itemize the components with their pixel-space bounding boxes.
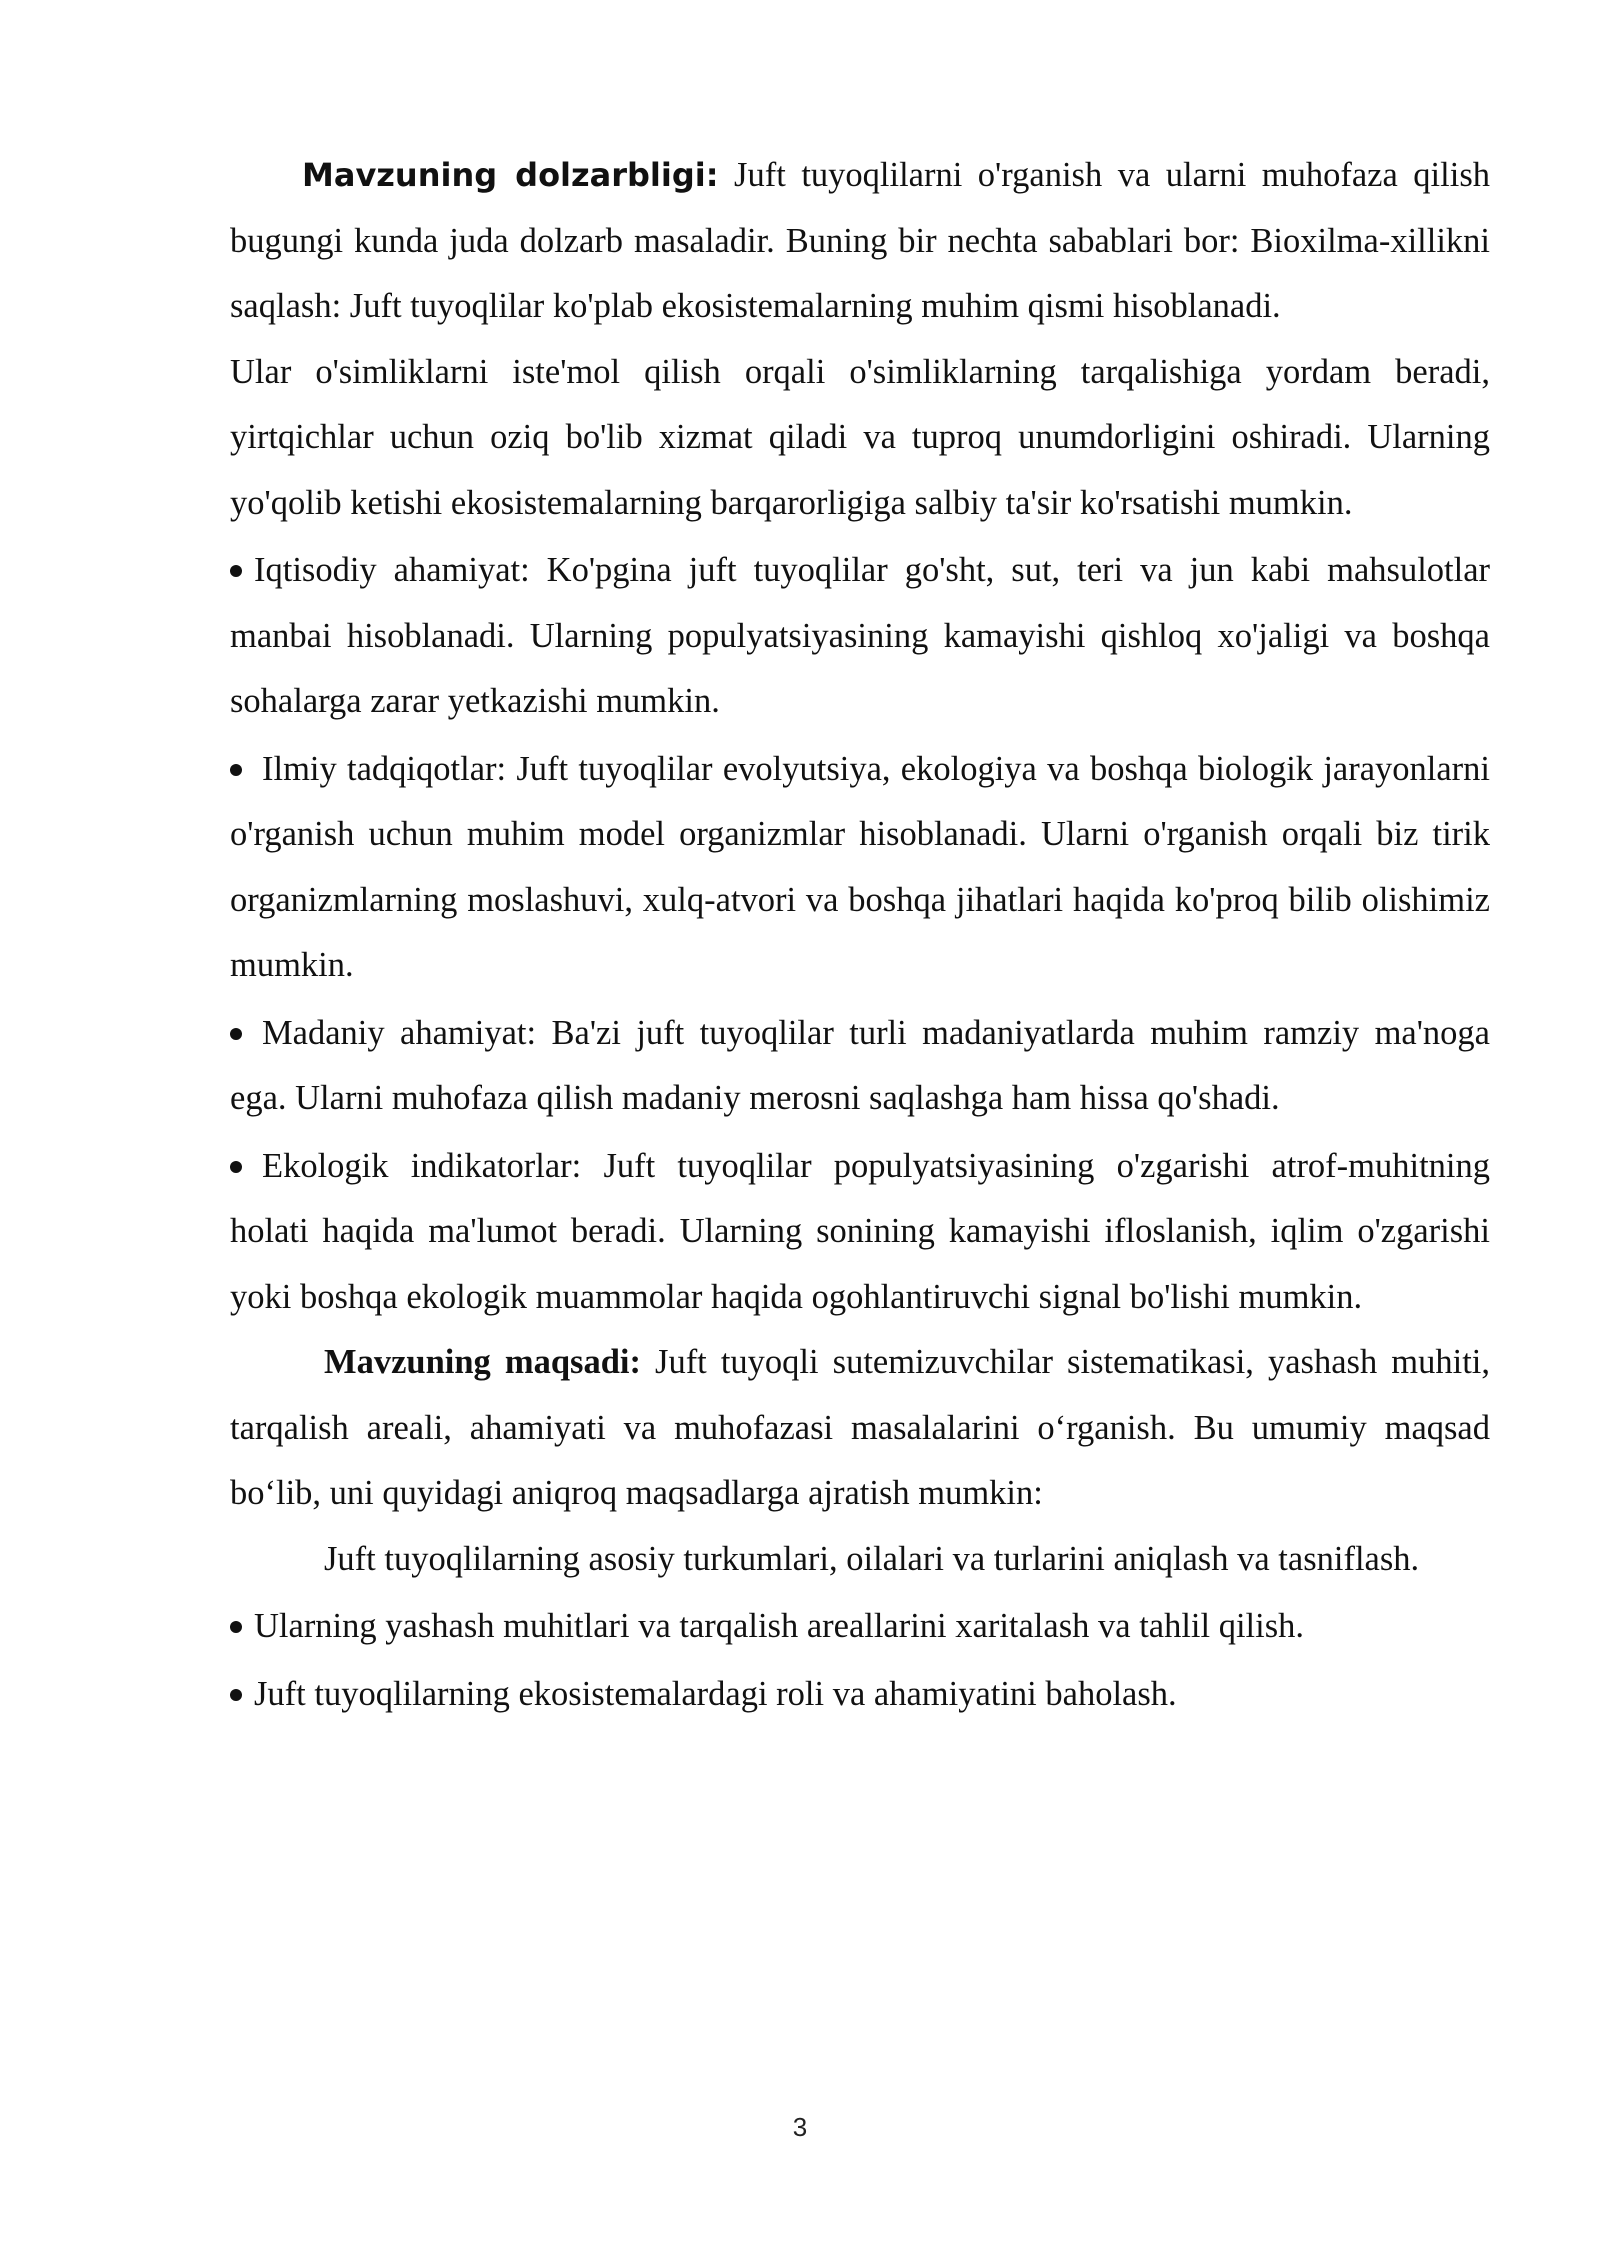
relevance-intro-text: Juft tuyoqlilarni o'rganish va ularni muhofaza qilish bugungi kunda juda dolzarb masaladir. Buning bir nechta sabablari bor: Bioxilma-xillikni saqlash: Juft tuyoqlilar ko'plab ekosistemalarning muhim qismi hisoblanadi. [230, 156, 1490, 325]
bullet-item-ecological [230, 1134, 1490, 1331]
relevance-heading: Mavzuning dolzarbligi: [302, 156, 719, 194]
bullet-item-text: Iqtisodiy ahamiyat: Ko'pgina juft tuyoqlilar go'sht, sut, teri va jun kabi mahsulotlar manbai hisoblanadi. Ularning populyatsiyasining kamayishi qishloq xo'jaligi va boshqa sohalarga zarar yetkazishi mumkin. [230, 551, 1490, 720]
goal-paragraph [230, 1330, 1490, 1527]
bullet-icon [230, 1028, 242, 1040]
bullet-item-text: Juft tuyoqlilarning ekosistemalardagi roli va ahamiyatini baholash. [254, 1674, 1177, 1713]
bullet-item-text: Ilmiy tadqiqotlar: Juft tuyoqlilar evolyutsiya, ekologiya va boshqa biologik jarayonlarni o'rganish uchun muhim model organizmlar hisoblanadi. Ularni o'rganish orqali biz tirik organizmlarning moslashuvi, xulq-atvori va boshqa jihatlari haqida ko'proq bilib olishimiz mumkin. [230, 749, 1490, 984]
page-number: 3 [792, 2112, 808, 2142]
bullet-item-text: Madaniy ahamiyat: Ba'zi juft tuyoqlilar turli madaniyatlarda muhim ramziy ma'noga ega. Ularni muhofaza qilish madaniy merosni saqlashga ham hissa qo'shadi. [230, 1013, 1490, 1117]
bullet-item-role [230, 1662, 1490, 1728]
bullet-icon [230, 1621, 242, 1633]
bullet-icon [230, 764, 242, 776]
bullet-item-habitat [230, 1594, 1490, 1660]
bullet-icon [230, 1689, 242, 1701]
bullet-item-text: Ekologik indikatorlar: Juft tuyoqlilar populyatsiyasining o'zgarishi atrof-muhitning holati haqida ma'lumot beradi. Ularning sonining kamayishi ifloslanish, iqlim o'zgarishi yoki boshqa ekologik muammolar haqida ogohlantiruvchi signal bo'lishi mumkin. [230, 1146, 1490, 1316]
bullet-icon [230, 1161, 242, 1173]
page-body [230, 143, 1490, 1727]
ecosystem-paragraph: Ular o'simliklarni iste'mol qilish orqali o'simliklarning tarqalishiga yordam beradi, yirtqichlar uchun oziq bo'lib xizmat qiladi va tuproq unumdorligini oshiradi. Ularning yo'qolib ketishi ekosistemalarning barqarorligiga salbiy ta'sir ko'rsatishi mumkin. [230, 352, 1490, 522]
relevance-paragraph [230, 143, 1490, 340]
goal-heading: Mavzuning maqsadi: [324, 1343, 641, 1381]
bullet-item-research [230, 737, 1490, 999]
bullet-item-text: Ularning yashash muhitlari va tarqalish areallarini xaritalash va tahlil qilish. [254, 1607, 1305, 1645]
bullet-item-cultural [230, 1001, 1490, 1132]
bullet-icon [230, 565, 242, 577]
goal-intro-text: Juft tuyoqli sutemizuvchilar sistematikasi, yashash muhiti, tarqalish areali, ahamiyati va muhofazasi masalalarini o‘rganish. Bu umumiy maqsad bo‘lib, uni quyidagi aniqroq maqsadlarga ajratish mumkin: [230, 1343, 1490, 1512]
bullet-item-economic [230, 538, 1490, 735]
classification-paragraph: Juft tuyoqlilarning asosiy turkumlari, oilalari va turlarini aniqlash va tasniflash. [324, 1539, 1420, 1578]
